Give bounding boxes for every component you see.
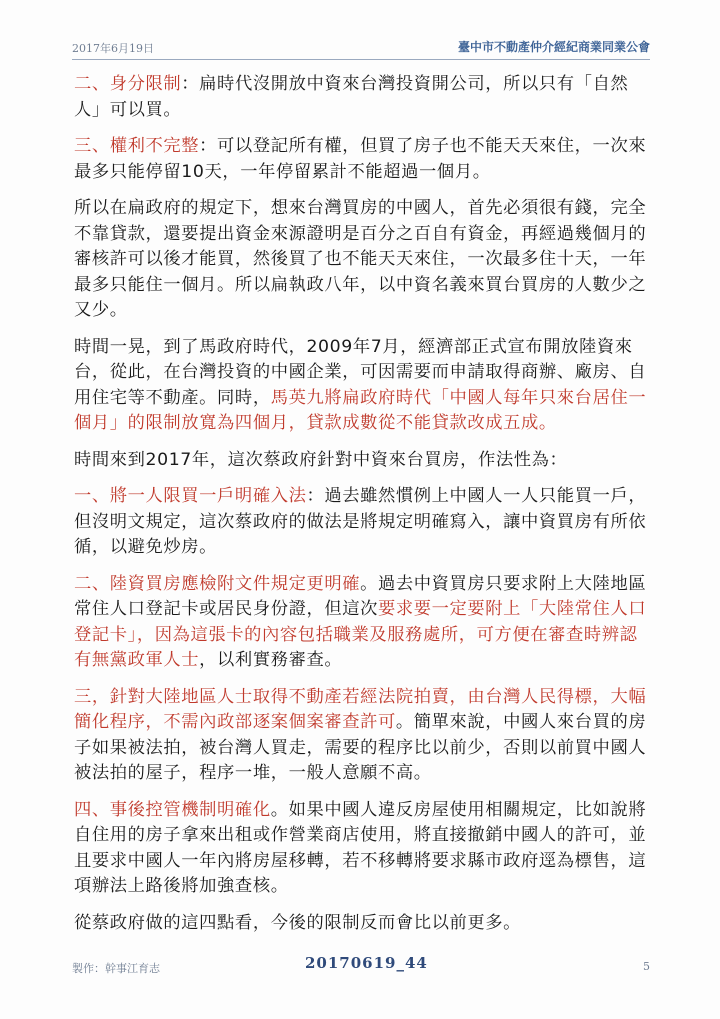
page-header [72, 36, 650, 58]
document-body [74, 72, 652, 947]
paragraph-text: ，以利實務審查。 [199, 650, 343, 670]
footer-document-code: 20170619_44 [305, 954, 428, 972]
paragraph-text: 。如果中國人違反房屋使用相關規定，比如說將自住用的房子拿來出租或作營業商店使用，將直接撤銷中國人的許可，並且要求中國人一年內將房屋移轉，若不移轉將要求縣市政府逕為標售，這項辦法上路後將加強查核。 [74, 799, 647, 896]
header-organization: 臺中市不動產仲介經紀商業同業公會 [457, 40, 650, 54]
paragraph-text: 。簡單來說，中國人來台買的房子如果被法拍，被台灣人買走，需要的程序比以前少，否則以前買中國人被法拍的屋子，程序一堆，一般人意願不高。 [74, 712, 647, 783]
heading-identity-restriction: 二、身分限制 [74, 74, 182, 94]
paragraph-text: ：過去雖然慣例上中國人一人只能買一戶，但沒明文規定，這次蔡政府的做法是將規定明確寫入，讓中資買房有所依循，以避免炒房。 [74, 486, 647, 557]
paragraph-text: 從蔡政府做的這四點看，今後的限制反而會比以前更多。 [74, 912, 522, 933]
paragraph-point-four [74, 798, 652, 900]
page-footer [72, 950, 650, 980]
heading-incomplete-rights: 三、權利不完整 [74, 136, 200, 156]
paragraph-tsai-intro [74, 448, 652, 474]
highlight-ma-policy: 馬英九將扁政府時代「中國人每年只來台居住一個月」的限制放寬為四個月，貸款成數從不能貸款改成五成。 [74, 387, 647, 433]
paragraph-incomplete-rights [74, 134, 652, 185]
heading-point-three: 三，針對大陸地區人士取得不動產若經法院拍賣，由台灣人民得標，大幅簡化程序，不需內政部逐案個案審查許可 [74, 686, 647, 732]
paragraph-text: ：可以登記所有權，但買了房子也不能天天來住，一次來最多只能停留10天，一年停留累計不能超過一個月。 [74, 136, 647, 182]
heading-point-two: 二、陸資買房應檢附文件規定更明確 [74, 573, 361, 594]
paragraph-text: 。過去中資買房只要求附上大陸地區常住人口登記卡或居民身份證，但這次 [74, 573, 647, 619]
paragraph-text: 所以在扁政府的規定下，想來台灣買房的中國人，首先必須很有錢，完全不靠貸款，還要提出資金來源證明是百分之百自有資金，再經過幾個月的審核許可以後才能買，然後買了也不能天天來住，一次最多住十天，一年最多只能住一個月。所以扁執政八年，以中資名義來買台買房的人數少之又少。 [74, 198, 647, 320]
paragraph-text: 時間一晃，到了馬政府時代，2009年7月，經濟部正式宣布開放陸資來台，從此，在台灣投資的中國企業，可因需要而申請取得商辦、廠房、自用住宅等不動產。同時， [74, 336, 647, 408]
header-date: 2017年6月19日 [72, 42, 154, 55]
paragraph-conclusion [74, 911, 652, 937]
heading-point-one: 一、將一人限買一戶明確入法 [74, 486, 307, 506]
paragraph-point-two [74, 572, 652, 674]
paragraph-text: ：扁時代沒開放中資來台灣投資開公司，所以只有「自然人」可以買。 [74, 74, 629, 120]
paragraph-point-three [74, 685, 652, 787]
footer-maker: 製作：幹事江育志 [72, 962, 160, 975]
page-number: 5 [643, 960, 650, 973]
paragraph-bian-era-summary [74, 196, 652, 324]
paragraph-point-one [74, 484, 652, 561]
heading-point-four: 四、事後控管機制明確化 [74, 799, 271, 820]
paragraph-ma-era [74, 335, 652, 437]
header-divider [72, 59, 650, 60]
paragraph-identity-restriction [74, 72, 652, 123]
paragraph-text: 時間來到2017年，這次蔡政府針對中資來台買房，作法性為： [74, 449, 568, 470]
highlight-point-two: 要求要一定要附上「大陸常住人口登記卡」，因為這張卡的內容包括職業及服務處所，可方便在審查時辨認有無黨政軍人士 [74, 599, 647, 670]
